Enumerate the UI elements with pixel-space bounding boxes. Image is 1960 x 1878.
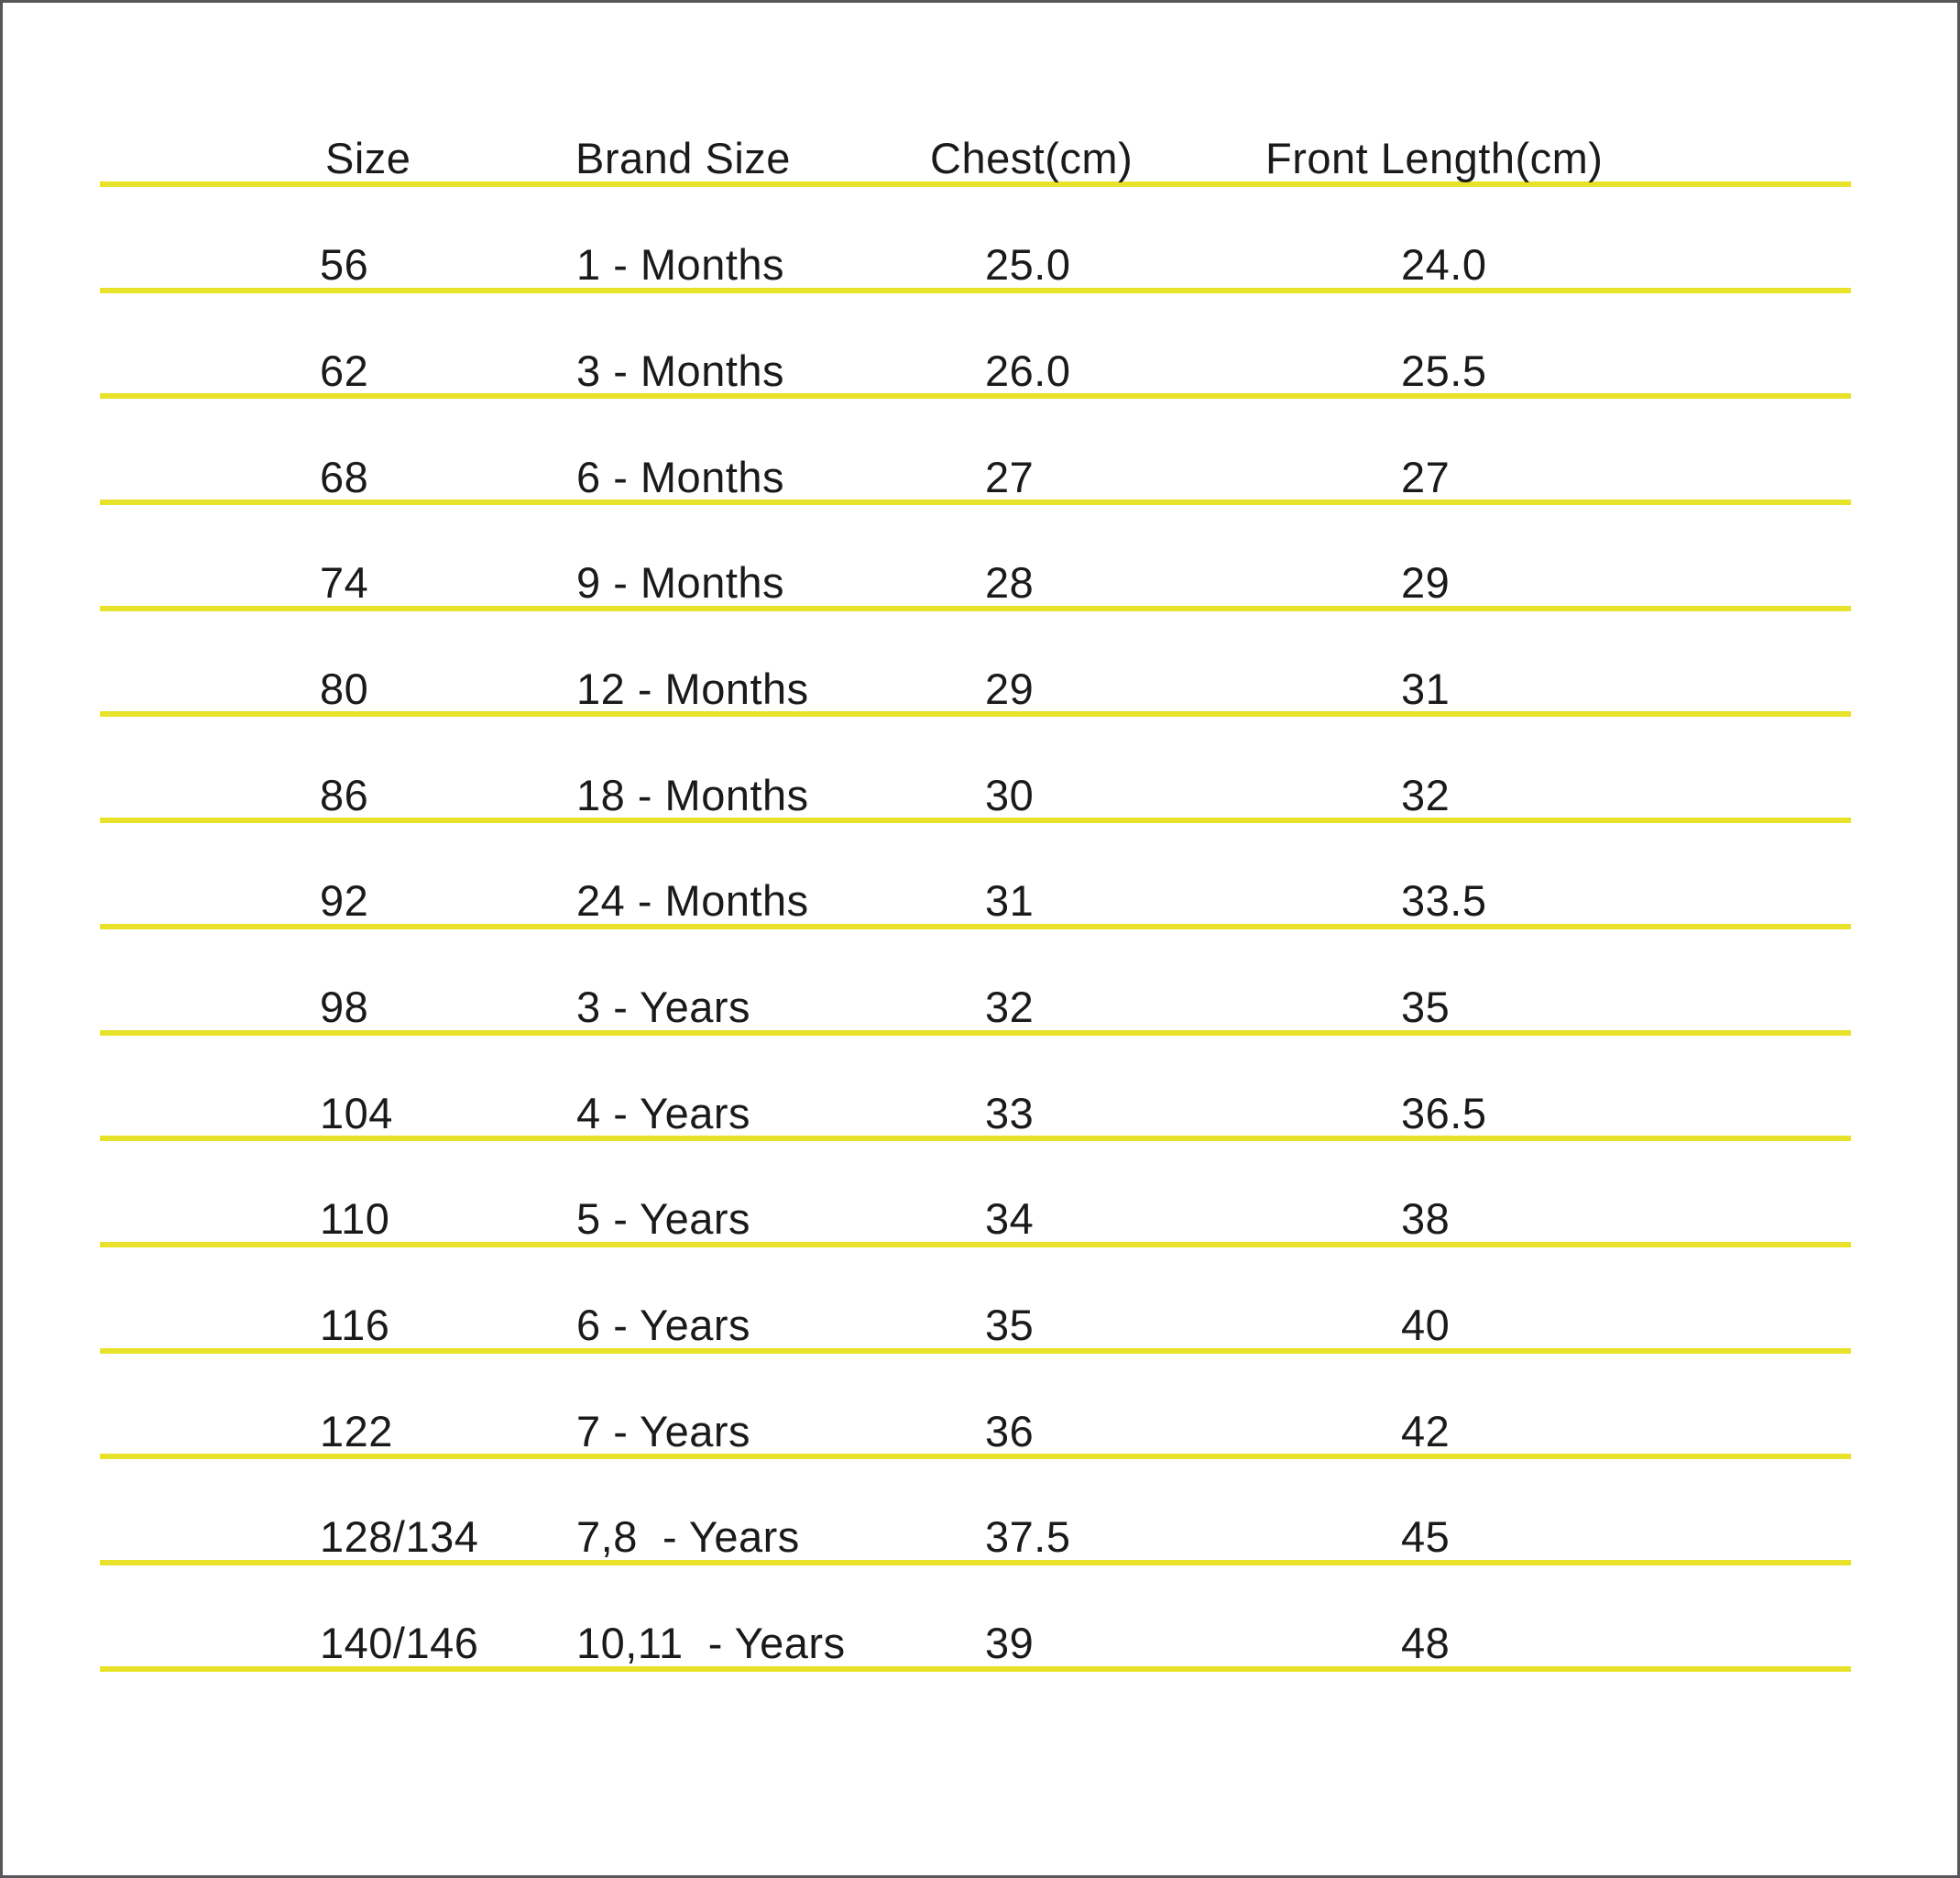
chest-cell: 26.0	[985, 346, 1071, 395]
chest-cell: 37.5	[985, 1512, 1071, 1562]
front-length-cell: 24.0	[1401, 240, 1487, 290]
front-length-cell: 35	[1401, 982, 1451, 1031]
table-row	[100, 187, 1851, 293]
table-row	[100, 929, 1851, 1036]
table-row	[100, 1565, 1851, 1672]
table-header-row	[100, 3, 1851, 187]
size-cell: 128/134	[320, 1512, 479, 1562]
size-cell: 86	[320, 770, 369, 819]
column-header-chest: Chest(cm)	[930, 134, 1133, 183]
table-row	[100, 1036, 1851, 1142]
front-length-cell: 32	[1401, 770, 1451, 819]
table-row	[100, 1247, 1851, 1354]
size-cell: 68	[320, 452, 369, 501]
size-cell: 140/146	[320, 1619, 479, 1668]
chest-cell: 29	[985, 664, 1035, 713]
brand-size-cell: 1 - Months	[576, 240, 785, 290]
size-cell: 116	[320, 1301, 390, 1350]
brand-size-cell: 18 - Months	[576, 770, 809, 819]
front-length-cell: 40	[1401, 1301, 1451, 1350]
brand-size-cell: 12 - Months	[576, 664, 809, 713]
chest-cell: 33	[985, 1088, 1035, 1137]
brand-size-cell: 5 - Years	[576, 1194, 751, 1244]
column-header-front-length: Front Length(cm)	[1265, 134, 1604, 183]
table-row	[100, 1141, 1851, 1247]
front-length-cell: 36.5	[1401, 1088, 1487, 1137]
brand-size-cell: 24 - Months	[576, 876, 809, 926]
chest-cell: 35	[985, 1301, 1035, 1350]
front-length-cell: 25.5	[1401, 346, 1487, 395]
table-body	[100, 187, 1851, 1672]
brand-size-cell: 4 - Years	[576, 1088, 751, 1137]
table-row	[100, 1354, 1851, 1460]
size-cell: 122	[320, 1406, 393, 1455]
front-length-cell: 45	[1401, 1512, 1451, 1562]
size-cell: 98	[320, 982, 369, 1031]
front-length-cell: 29	[1401, 558, 1451, 608]
chest-cell: 36	[985, 1406, 1035, 1455]
brand-size-cell: 7,8 - Years	[576, 1512, 800, 1562]
chest-cell: 31	[985, 876, 1035, 926]
brand-size-cell: 9 - Months	[576, 558, 785, 608]
column-header-size: Size	[325, 134, 411, 183]
size-chart-table	[100, 3, 1851, 1672]
size-cell: 74	[320, 558, 369, 608]
table-row	[100, 823, 1851, 929]
table-row	[100, 399, 1851, 505]
chest-cell: 28	[985, 558, 1035, 608]
brand-size-cell: 6 - Months	[576, 452, 785, 501]
chest-cell: 32	[985, 982, 1035, 1031]
size-cell: 62	[320, 346, 369, 395]
brand-size-cell: 3 - Months	[576, 346, 785, 395]
table-row	[100, 505, 1851, 611]
table-row	[100, 717, 1851, 823]
size-cell: 56	[320, 240, 369, 290]
front-length-cell: 42	[1401, 1406, 1451, 1455]
chest-cell: 34	[985, 1194, 1035, 1244]
front-length-cell: 38	[1401, 1194, 1451, 1244]
chest-cell: 39	[985, 1619, 1035, 1668]
table-row	[100, 293, 1851, 400]
brand-size-cell: 3 - Years	[576, 982, 751, 1031]
front-length-cell: 33.5	[1401, 876, 1487, 926]
chest-cell: 30	[985, 770, 1035, 819]
front-length-cell: 27	[1401, 452, 1451, 501]
size-cell: 80	[320, 664, 369, 713]
size-cell: 92	[320, 876, 369, 926]
chest-cell: 27	[985, 452, 1035, 501]
table-row	[100, 1459, 1851, 1565]
front-length-cell: 31	[1401, 664, 1451, 713]
brand-size-cell: 10,11 - Years	[576, 1619, 846, 1668]
brand-size-cell: 7 - Years	[576, 1406, 751, 1455]
table-row	[100, 611, 1851, 718]
size-cell: 104	[320, 1088, 393, 1137]
size-cell: 110	[320, 1194, 390, 1244]
brand-size-cell: 6 - Years	[576, 1301, 751, 1350]
chest-cell: 25.0	[985, 240, 1071, 290]
column-header-brand-size: Brand Size	[575, 134, 791, 183]
front-length-cell: 48	[1401, 1619, 1451, 1668]
